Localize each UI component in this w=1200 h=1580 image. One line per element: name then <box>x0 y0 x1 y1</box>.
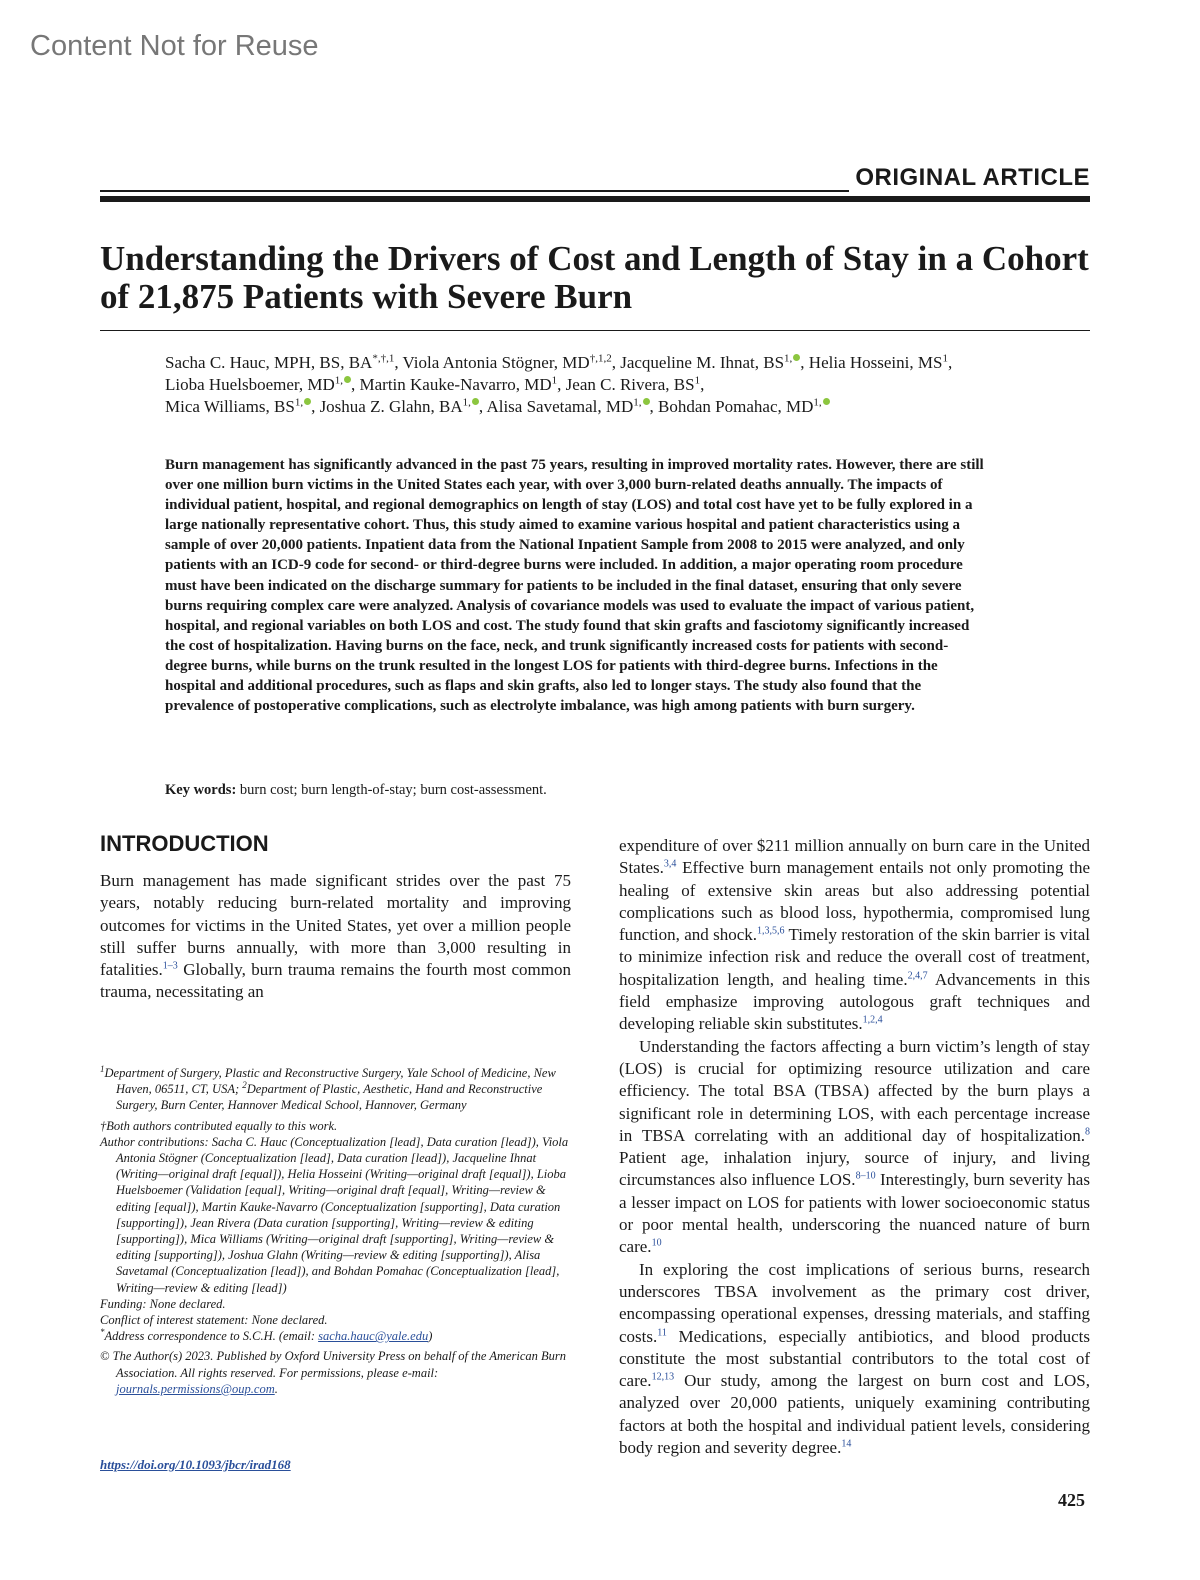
author <box>320 397 479 416</box>
author-separator: , <box>557 375 566 394</box>
author-separator: , <box>700 375 705 394</box>
author-affiliation-marker: 1, <box>334 374 344 387</box>
author-contributions-footnote: Author contributions: Sacha C. Hauc (Conceptualization [lead], Data curation [lead]), Viola Antonia Stögner (Conceptualization [lead], Data curation [lead]), Jacqueline Ihnat (Writing—original draft [equal]), Helia Hosseini (Writing—original draft [equal]), Lioba Huelsboemer (Validation [equal], Writing—original draft [equal], Writing—review & editing [equal]), Martin Kauke-Navarro (Conceptualization [supporting], Data curation [supporting]), Jean Rivera (Data curation [supporting], Writing—review & editing [supporting]), Mica Williams (Writing—original draft [supporting], Writing—review & editing [supporting]), Joshua Glahn (Writing—review & editing [supporting]), Alisa Savetamal (Conceptualization [lead]), and Bohdan Pomahac (Conceptualization [lead], Writing—review & editing [lead]) <box>100 1134 569 1295</box>
conflict-footnote: Conflict of interest statement: None declared. <box>100 1313 328 1328</box>
keywords-text: burn cost; burn length-of-stay; burn cost-assessment. <box>239 782 547 798</box>
text-run: Understanding the factors affecting a burn victim’s length of stay (LOS) is crucial for optimizing resource utilization and care efficiency. The total BSA (TBSA) affected by the burn plays a significant role in determining LOS, with each percentage increase in TBSA correlating with an additional day of hospitalization. <box>619 1036 1090 1145</box>
reference-citation: 1,2,4 <box>862 1014 883 1026</box>
equal-contribution-footnote: †Both authors contributed equally to this work. <box>100 1118 338 1133</box>
permissions-email-link[interactable]: journals.permissions@oup.com <box>116 1381 275 1396</box>
reference-citation: 10 <box>651 1237 662 1249</box>
correspondence-footnote <box>100 1328 571 1344</box>
copyright-footnote <box>100 1348 571 1397</box>
affiliation-marker: 1 <box>100 1063 105 1074</box>
orcid-icon <box>304 398 311 405</box>
text-run: Globally, burn trauma remains the fourth most common trauma, necessitating an <box>100 960 571 1002</box>
article-type-label: ORIGINAL ARTICLE <box>849 164 1090 192</box>
author-affiliation-marker: 1, <box>633 396 642 409</box>
author-affiliation-marker: 1, <box>813 396 822 409</box>
reference-citation: 3,4 <box>663 858 677 870</box>
header-rule-thick <box>100 196 1090 202</box>
text-run: Interestingly, burn severity has a lesser impact on LOS for patients with lower socioeconomic status or poor mental health, underscoring the nuanced nature of burn care. <box>619 1170 1090 1257</box>
reference-citation: 1,3,5,6 <box>756 925 785 937</box>
author-list <box>165 352 1065 418</box>
correspondence-marker: * <box>100 1327 105 1338</box>
author-name: Sacha C. Hauc, MPH, BS, BA <box>165 353 373 372</box>
author-name: Martin Kauke-Navarro, MD <box>359 375 552 394</box>
author-affiliation-marker: 1 <box>551 374 558 387</box>
author <box>165 375 351 394</box>
doi-link[interactable]: https://doi.org/10.1093/jbcr/irad168 <box>100 1457 291 1472</box>
orcid-icon <box>472 398 479 405</box>
author-name: Joshua Z. Glahn, BA <box>319 397 463 416</box>
affiliation-text: Department of Surgery, Plastic and Reconstructive Surgery, Yale School of Medicine, New Haven, 06511, CT, USA; <box>104 1066 556 1097</box>
reference-citation: 2,4,7 <box>907 970 928 982</box>
text-run-continued: expenditure of over $211 million annually on burn care in the United States. <box>619 836 1090 878</box>
introduction-paragraph-3 <box>619 1259 1090 1460</box>
correspondence-email-link[interactable]: sacha.hauc@yale.edu <box>318 1329 429 1344</box>
author-name: Viola Antonia Stögner, MD <box>402 353 590 372</box>
author <box>566 375 700 394</box>
author-affiliation-marker: 1 <box>942 352 948 365</box>
author-separator: , <box>611 353 621 372</box>
author <box>165 397 311 416</box>
article-title: Understanding the Drivers of Cost and Length of Stay in a Cohort of 21,875 Patients with Severe Burn <box>100 239 1089 316</box>
author <box>360 375 558 394</box>
footnotes <box>100 1065 571 1401</box>
watermark: Content Not for Reuse <box>30 30 319 62</box>
reference-citation: 1–3 <box>162 960 178 972</box>
author-name: Lioba Huelsboemer, MD <box>165 375 335 394</box>
author-separator: , <box>478 397 487 416</box>
copyright-text: © The Author(s) 2023. Published by Oxford University Press on behalf of the American Burn Association. All rights reserved. For permissions, please e-mail: <box>100 1349 567 1380</box>
reference-citation: 14 <box>841 1438 852 1450</box>
author-affiliation-marker: 1, <box>784 352 793 365</box>
author <box>809 353 948 372</box>
author-name: Mica Williams, BS <box>165 397 295 416</box>
text-run: Timely restoration of the skin barrier is vital to minimize infection risk and reduce the overall cost of treatment, hospitalization length, and healing time. <box>619 925 1090 989</box>
text-run: In exploring the cost implications of serious burns, research underscores TBSA involvement as the primary cost driver, encompassing operational expenses, dressing materials, and staffing costs. <box>619 1259 1090 1346</box>
funding-footnote: Funding: None declared. <box>100 1296 226 1311</box>
text-run: Advancements in this field emphasize improving autologous graft techniques and developing reliable skin substitutes. <box>619 969 1090 1034</box>
introduction-paragraph-2 <box>619 1036 1090 1259</box>
copyright-end: . <box>274 1381 278 1396</box>
keywords-label: Key words: <box>165 782 237 798</box>
author-name: Jacqueline M. Ihnat, BS <box>620 353 785 372</box>
author-affiliation-marker: 1 <box>694 374 701 387</box>
orcid-icon <box>823 398 830 405</box>
orcid-icon <box>344 376 351 383</box>
text-run: Patient age, inhalation injury, source of injury, and living circumstances also influence LOS. <box>619 1148 1090 1190</box>
text-run: Medications, especially antibiotics, and blood products constitute the most substantial contributors to the total cost of care. <box>619 1326 1090 1391</box>
author-separator: , <box>351 375 360 394</box>
introduction-heading: INTRODUCTION <box>100 831 269 856</box>
correspondence-suffix: ) <box>428 1329 433 1344</box>
author-affiliation-marker: 1, <box>462 396 471 409</box>
author-name: Alisa Savetamal, MD <box>486 397 634 416</box>
introduction-paragraph-1-continued <box>619 835 1090 1036</box>
affiliation-marker: 2 <box>242 1080 247 1091</box>
author-separator: , <box>311 397 320 416</box>
orcid-icon <box>643 398 650 405</box>
author-affiliation-marker: 1, <box>294 396 304 409</box>
page-number: 425 <box>1058 1490 1085 1510</box>
author <box>620 353 800 372</box>
author-separator: , <box>649 397 659 416</box>
title-rule <box>100 330 1090 331</box>
reference-citation: 8 <box>1085 1126 1090 1138</box>
correspondence-prefix: Address correspondence to S.C.H. (email: <box>104 1329 319 1344</box>
author-name: Jean C. Rivera, BS <box>565 375 695 394</box>
author-separator: , <box>947 353 953 372</box>
author <box>165 353 394 372</box>
author-affiliation-marker: †,1,2 <box>589 352 612 365</box>
introduction-paragraph-1 <box>100 870 571 1004</box>
author-name: Bohdan Pomahac, MD <box>658 397 814 416</box>
author <box>658 397 830 416</box>
author-affiliation-marker: *,†,1 <box>372 352 395 365</box>
author <box>403 353 612 372</box>
reference-citation: 11 <box>657 1326 667 1338</box>
affiliations-footnote <box>100 1065 571 1114</box>
author-separator: , <box>394 353 403 372</box>
column-left <box>100 830 571 1004</box>
reference-citation: 8–10 <box>855 1170 876 1182</box>
affiliation-text: Department of Plastic, Aesthetic, Hand and Reconstructive Surgery, Burn Center, Hannover Medical School, Hannover, Germany <box>116 1082 543 1113</box>
column-right <box>619 835 1090 1459</box>
text-run: Effective burn management entails not only promoting the healing of extensive skin areas but also addressing potential complications such as blood loss, hypothermia, compromised lung function, and shock. <box>619 858 1090 945</box>
keywords <box>165 780 990 800</box>
abstract: Burn management has significantly advanced in the past 75 years, resulting in improved mortality rates. However, there are still over one million burn victims in the United States each year, with over 3,000 burn-related deaths annually. The impacts of individual patient, hospital, and regional demographics on length of stay (LOS) and total cost have yet to be fully explored in a large nationally representative cohort. Thus, this study aimed to examine various hospital and patient characteristics using a sample of over 20,000 patients. Inpatient data from the National Inpatient Sample from 2008 to 2015 were analyzed, and only patients with an ICD-9 code for second- or third-degree burns were included. In addition, a major operating room procedure must have been indicated on the discharge summary for patients to be included in the final dataset, ensuring that only severe burns requiring complex care were analyzed. Analysis of covariance models was used to evaluate the impact of various patient, hospital, and regional variables on both LOS and cost. The study found that skin grafts and fasciotomy significantly increased the cost of hospitalization. Having burns on the face, neck, and trunk significantly increased costs for patients with second-degree burns, while burns on the trunk resulted in the longest LOS for patients with third-degree burns. Infections in the hospital and additional procedures, such as flaps and skin grafts, also led to longer stays. The study also found that the prevalence of postoperative complications, such as electrolyte imbalance, was high among patients with burn surgery. <box>165 457 984 715</box>
article-type-header <box>100 162 1090 194</box>
text-run: Burn management has made significant strides over the past 75 years, notably reducing burn-related mortality and improving outcomes for victims in the United States, yet over a million people still suffer burns annually, with more than 3,000 resulting in fatalities. <box>100 871 571 980</box>
text-run: Our study, among the largest on burn cost and LOS, analyzed over 20,000 patients, uniquely examining contributing factors at both the hospital and individual patient levels, considering body region and severity degree. <box>619 1371 1090 1458</box>
author <box>486 397 649 416</box>
author-separator: , <box>800 353 809 372</box>
author-name: Helia Hosseini, MS <box>808 353 943 372</box>
reference-citation: 12,13 <box>651 1371 675 1383</box>
